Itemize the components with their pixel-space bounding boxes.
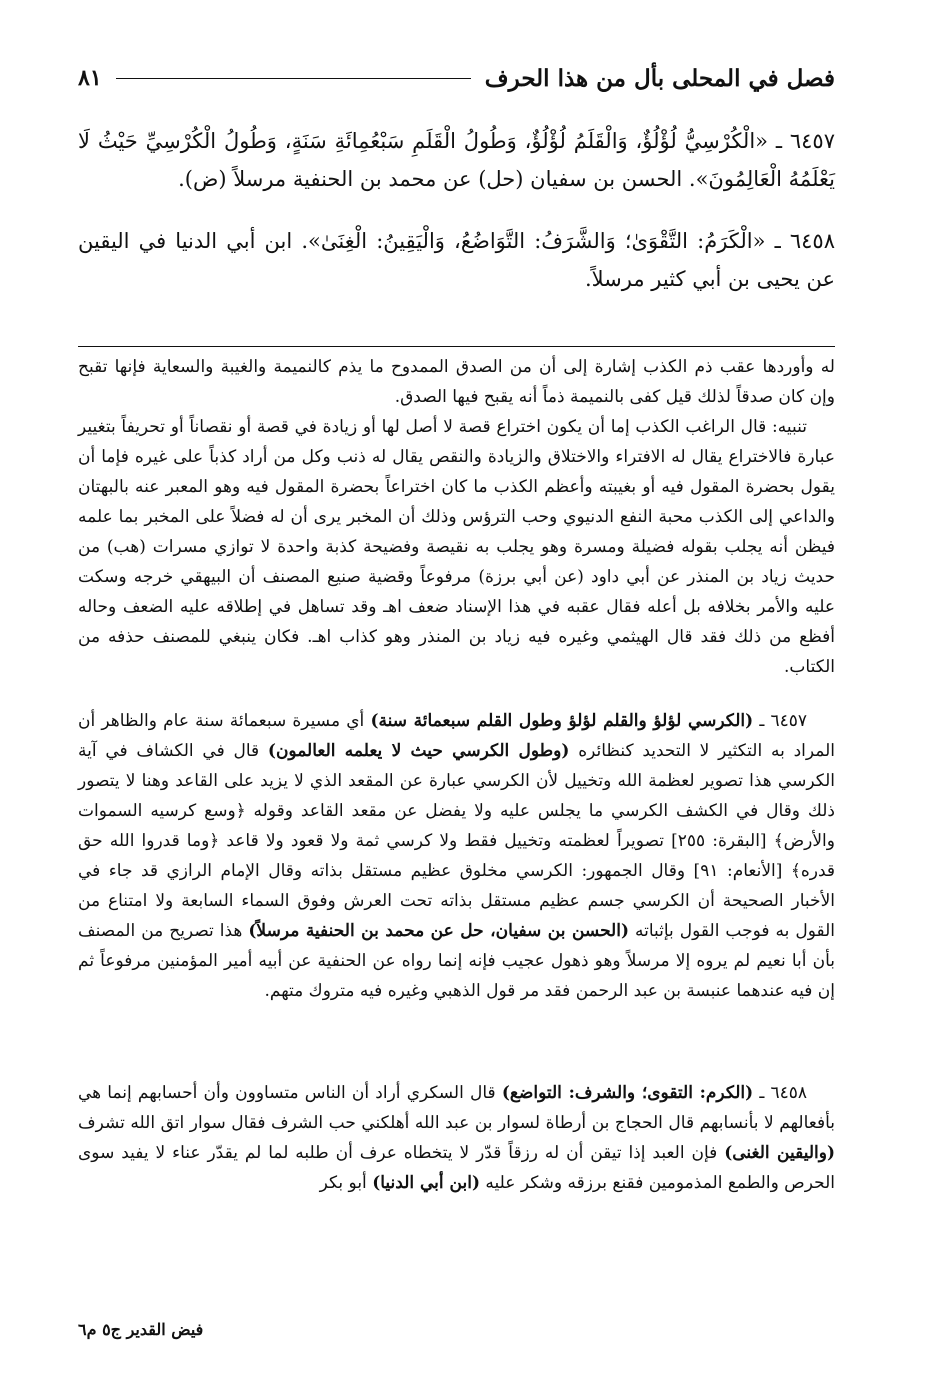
hadith-number: ٦٤٥٨ ـ <box>759 1083 808 1103</box>
commentary-text: قال السكري أراد أن الناس متساوون وأن أحسابهم إنما هي بأفعالهم لا بأنسابهم قال الحجاج بن أرطاة لسوار بن عبد الله أهلكني حب الشرف فقال سوار اتق الله تشرف <box>78 1083 835 1133</box>
page-number: ٨١ <box>78 65 102 91</box>
hadith-text: ٦٤٥٨ ـ «الْكَرَمُ: التَّقْوَىٰ؛ وَالشَّرَفُ: التَّوَاضُعُ، وَالْيَقِينُ: الْغِنَىٰ». ابن أبي الدنيا في اليقين عن يحيى بن أبي كثير مرسلاً. <box>78 229 835 291</box>
quoted-matn: (الكرم: التقوى؛ والشرف: التواضع) <box>501 1083 754 1103</box>
quoted-source: (ابن أبي الدنيا) <box>372 1173 480 1193</box>
commentary-text: هذا تصريح من المصنف بأن أبا نعيم لم يروه إلا مرسلاً وهو ذهول عجيب فإنه إنما رواه عن الحنفية عن أبيه أمير المؤمنين مرفوعاً ثم إن فيه عندهما عنبسة بن عبد الرحمن فقد مر قول الذهبي وغيره فيه متروك متهم. <box>78 921 835 1001</box>
commentary-separator <box>78 346 835 347</box>
commentary-paragraph <box>78 706 835 1006</box>
commentary-paragraph <box>78 1078 835 1198</box>
hadith-6457 <box>78 122 835 198</box>
commentary-text: أي مسيرة سبعمائة سنة عام والظاهر أن المراد به التكثير لا التحديد كنظائره <box>78 711 835 761</box>
commentary-6457 <box>78 706 835 1006</box>
hadith-text: ٦٤٥٧ ـ «الْكُرْسِيُّ لُؤْلُؤٌ، وَالْقَلَمُ لُؤْلُؤٌ، وَطُولُ الْقَلَمِ سَبْعُمِائَةِ سَنَةٍ، وَطُولُ الْكُرْسِيِّ حَيْثُ لَا يَعْلَمُهُ الْعَالِمُونَ». الحسن بن سفيان (حل) عن محمد بن الحنفية مرسلاً (ض). <box>78 129 835 191</box>
commentary-note: تنبيه: قال الراغب الكذب إما أن يكون اختراع قصة لا أصل لها أو زيادة في قصة أو نقصاناً أو تحريفاً بتغيير عبارة فالاختراع يقال له الافتراء والاختلاق والزيادة والنقص يقال له ذنب وكل من أراد كذباً على غيره فإما أن يقول بحضرة المقول فيه أو بغيبته وأعظم الكذب ما كان اختراعاً بحضرة المقول فيه وهو المعبر عنه بالبهتان والداعي إلى الكذب محبة النفع الدنيوي وحب الترؤس وذلك أن المخبر يرى أن له فضلاً على المخبر بما علمه فيظن أنه يجلب بقوله فضيلة ومسرة وهو يجلب به نقيصة وفضيحة كذبة واحدة لا توازي مسرات (هب) من حديث زياد بن المنذر عن أبي داود (عن أبي برزة) مرفوعاً وقضية صنيع المصنف أن البيهقي خرجه وسكت عليه والأمر بخلافه بل أعله فقال عقبه في هذا الإسناد ضعف اهـ وقد تساهل في إطلاقه عليه الضعف وحاله أفظع من ذلك فقد قال الهيثمي وغيره فيه زياد بن المنذر وهو كذاب اهـ. فكان ينبغي للمصنف حذفه من الكتاب. <box>78 417 835 677</box>
commentary-text: فإن العبد إذا تيقن أن له رزقاً قدّر لا يتخطاه عرف أن طلبه لما لم يقدّر عناء لا يفيد سوى الحرص والطمع المذمومين فقنع برزقه وشكر عليه <box>78 1143 835 1193</box>
hadith-number: ٦٤٥٧ ـ <box>759 711 807 731</box>
commentary-text: أبو بكر <box>319 1173 373 1193</box>
commentary-6458 <box>78 1078 835 1198</box>
signature-footer: فيض القدير ج٥ م٦ <box>78 1320 204 1339</box>
commentary-continued <box>78 352 835 682</box>
header-rule <box>116 78 471 79</box>
commentary-text: قال في الكشاف في آية الكرسي هذا تصوير لعظمة الله وتخييل لأن الكرسي عبارة عن المقعد الذي لا يزيد على القاعد وهنا لا يتصور ذلك وقال في الكشف الكرسي ما يجلس عليه ولا يفضل عن مقعد القاعد وقوله ﴿وسع كرسيه السموات والأرض﴾ [البقرة: ٢٥٥] تصويراً لعظمته وتخييل فقط ولا كرسي ثمة ولا قعود ولا قاعد ﴿وما قدروا الله حق قدره﴾ [الأنعام: ٩١] وقال الجمهور: الكرسي مخلوق عظيم مستقل بذاته وقال الإمام الرازي قد جاء في الأخبار الصحيحة أن الكرسي جسم عظيم مستقل بذاته تحت العرش وفوق السماء السابعة ولا امتناع من القول به فوجب القول بإثباته <box>78 741 835 941</box>
hadith-6458 <box>78 222 835 298</box>
chapter-title: فصل في المحلى بأل من هذا الحرف <box>484 64 835 92</box>
quoted-matn: (واليقين الغنى) <box>724 1143 836 1163</box>
quoted-source: (الحسن بن سفيان، حل عن محمد بن الحنفية مرسلاً) <box>248 921 629 941</box>
commentary-paragraph: له وأوردها عقب ذم الكذب إشارة إلى أن من الصدق الممدوح ما يذم كالنميمة والغيبة والسعاية فإنها تقبح وإن كان صدقاً لذلك قيل كفى بالنميمة ذماً أنه يقبح فيها الصدق. <box>78 357 835 407</box>
quoted-matn: (الكرسي لؤلؤ والقلم لؤلؤ وطول القلم سبعمائة سنة) <box>370 711 754 731</box>
quoted-matn: (وطول الكرسي حيث لا يعلمه العالمون) <box>267 741 570 761</box>
running-header <box>78 58 835 98</box>
